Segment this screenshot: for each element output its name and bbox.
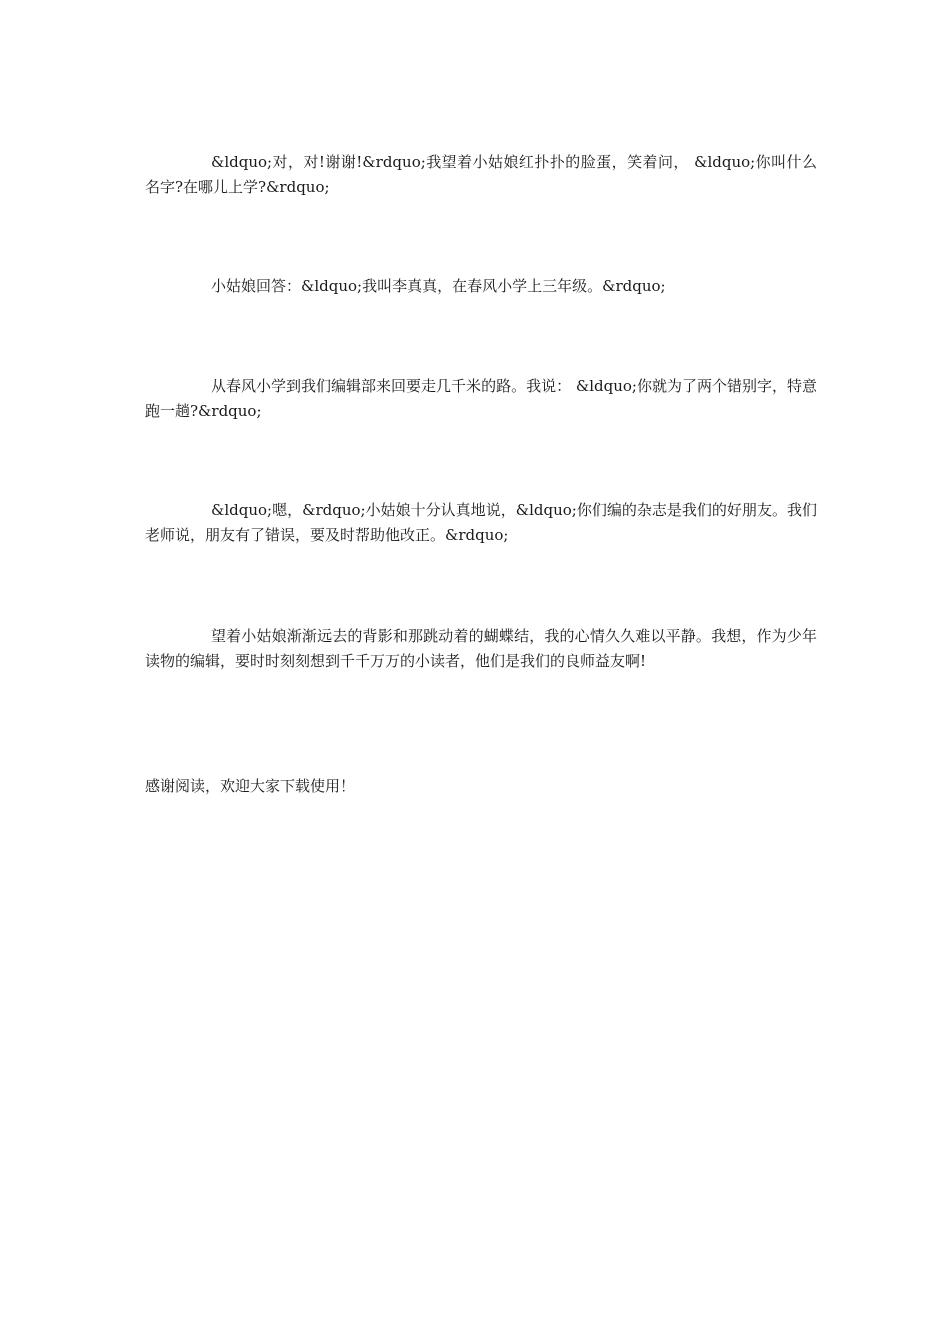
closing-note: 感谢阅读，欢迎大家下载使用！ [145,777,356,795]
paragraph-girl-explains: &ldquo;嗯，&rdquo;小姑娘十分认真地说，&ldquo;你们编的杂志是我们的好朋友。我们老师说，朋友有了错误，要及时帮助他改正。&rdquo; [145,501,817,544]
paragraph-thanks-question: &ldquo;对，对!谢谢!&rdquo;我望着小姑娘红扑扑的脸蛋，笑着问， &ldquo;你叫什么名字?在哪儿上学?&rdquo; [145,153,817,196]
paragraph-distance: 从春风小学到我们编辑部来回要走几千米的路。我说： &ldquo;你就为了两个错别字，特意跑一趟?&rdquo; [145,377,817,420]
paragraph-girl-answer: 小姑娘回答：&ldquo;我叫李真真，在春风小学上三年级。&rdquo; [211,277,666,295]
paragraph-reflection: 望着小姑娘渐渐远去的背影和那跳动着的蝴蝶结，我的心情久久难以平静。我想，作为少年读物的编辑，要时时刻刻想到千千万万的小读者，他们是我们的良师益友啊! [145,627,817,670]
